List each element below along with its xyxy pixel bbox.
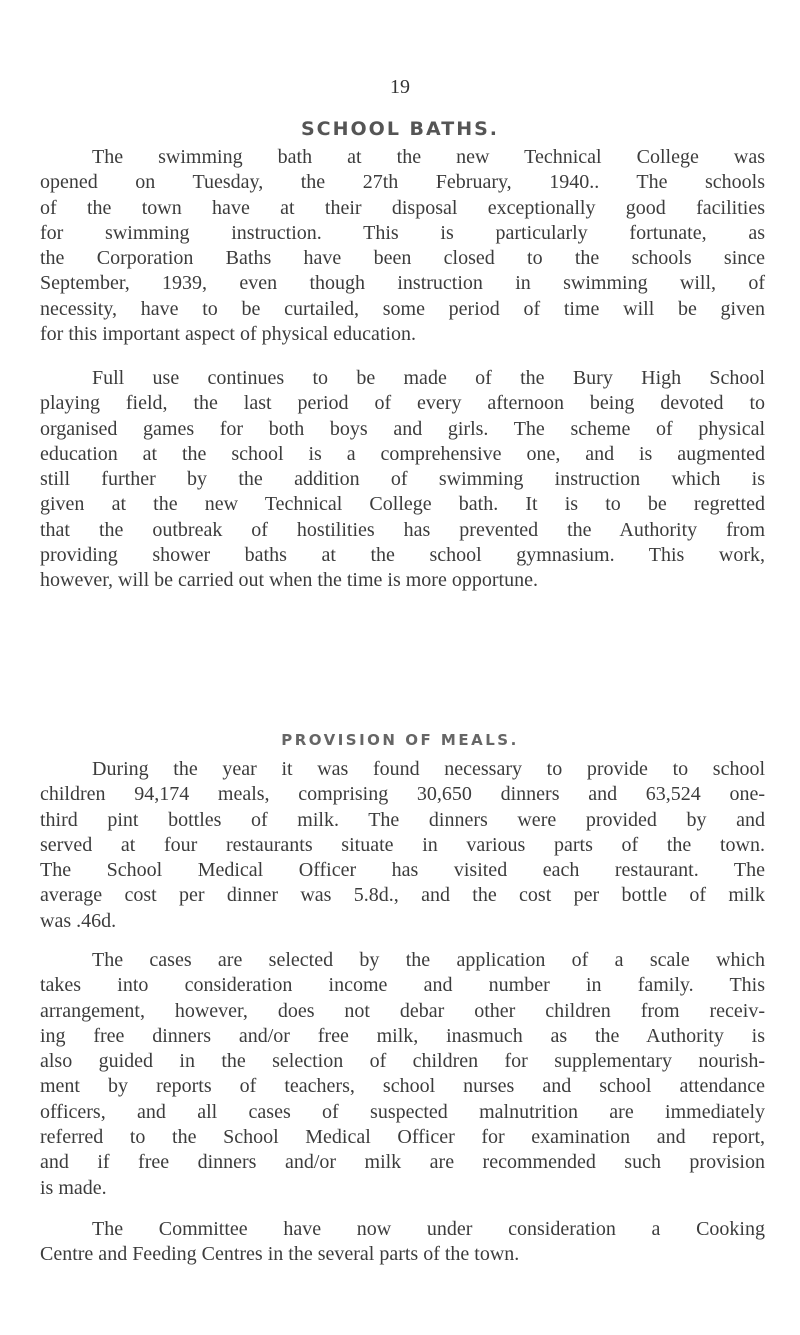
text-line: for swimming instruction. This is particularly fortunate, as: [40, 221, 765, 244]
text-line: The cases are selected by the application of a scale which: [92, 949, 765, 971]
text-line: Centre and Feeding Centres in the several parts of the town.: [40, 1243, 520, 1266]
text-line: average cost per dinner was 5.8d., and the cost per bottle of milk: [40, 884, 765, 907]
text-line: ing free dinners and/or free milk, inasmuch as the Authority is: [40, 1024, 765, 1047]
text-line: however, will be carried out when the time is more opportune.: [40, 569, 538, 592]
text-line: officers, and all cases of suspected malnutrition are immediately: [40, 1100, 765, 1123]
text-line: ment by reports of teachers, school nurses and school attendance: [40, 1075, 765, 1098]
text-line: is made.: [40, 1176, 107, 1199]
section-heading-school-baths: SCHOOL BATHS.: [300, 118, 500, 140]
text-line: arrangement, however, does not debar other children from receiv-: [40, 999, 765, 1022]
text-line: also guided in the selection of children for supplementary nourish-: [40, 1050, 765, 1073]
text-line: education at the school is a comprehensive one, and is augmented: [40, 442, 765, 465]
paragraph: [40, 145, 765, 347]
page-number: 19: [390, 76, 410, 98]
text-line: and if free dinners and/or milk are recommended such provision: [40, 1151, 765, 1174]
text-line: given at the new Technical College bath. It is to be regretted: [40, 493, 765, 516]
text-line: playing field, the last period of every afternoon being devoted to: [40, 392, 765, 415]
text-line: September, 1939, even though instruction in swimming will, of: [40, 272, 765, 295]
paragraph: [40, 757, 765, 934]
paragraph: [40, 1217, 765, 1268]
text-line: opened on Tuesday, the 27th February, 1940.. The schools: [40, 171, 765, 194]
text-line: was .46d.: [40, 909, 117, 932]
text-line: organised games for both boys and girls. The scheme of physical: [40, 417, 765, 440]
text-line: The swimming bath at the new Technical College was: [92, 146, 765, 168]
text-line: children 94,174 meals, comprising 30,650 dinners and 63,524 one-: [40, 783, 765, 806]
text-line: that the outbreak of hostilities has prevented the Authority from: [40, 518, 765, 541]
text-line: takes into consideration income and number in family. This: [40, 974, 765, 997]
text-line: The School Medical Officer has visited each restaurant. The: [40, 859, 765, 882]
section-heading-provision-of-meals: PROVISION OF MEALS.: [281, 731, 519, 749]
text-line: referred to the School Medical Officer for examination and report,: [40, 1126, 765, 1149]
text-line: third pint bottles of milk. The dinners were provided by and: [40, 808, 765, 831]
text-line: of the town have at their disposal exceptionally good facilities: [40, 196, 765, 219]
text-line: the Corporation Baths have been closed to the schools since: [40, 247, 765, 270]
text-line: During the year it was found necessary to provide to school: [92, 758, 765, 780]
text-line: The Committee have now under consideration a Cooking: [92, 1218, 765, 1240]
paragraph: [40, 948, 765, 1201]
text-line: for this important aspect of physical education.: [40, 323, 417, 346]
text-line: providing shower baths at the school gymnasium. This work,: [40, 544, 765, 567]
text-line: necessity, have to be curtailed, some period of time will be given: [40, 297, 765, 320]
text-line: served at four restaurants situate in various parts of the town.: [40, 833, 765, 856]
paragraph: [40, 366, 765, 594]
text-line: still further by the addition of swimming instruction which is: [40, 468, 765, 491]
text-line: Full use continues to be made of the Bury High School: [92, 367, 765, 389]
